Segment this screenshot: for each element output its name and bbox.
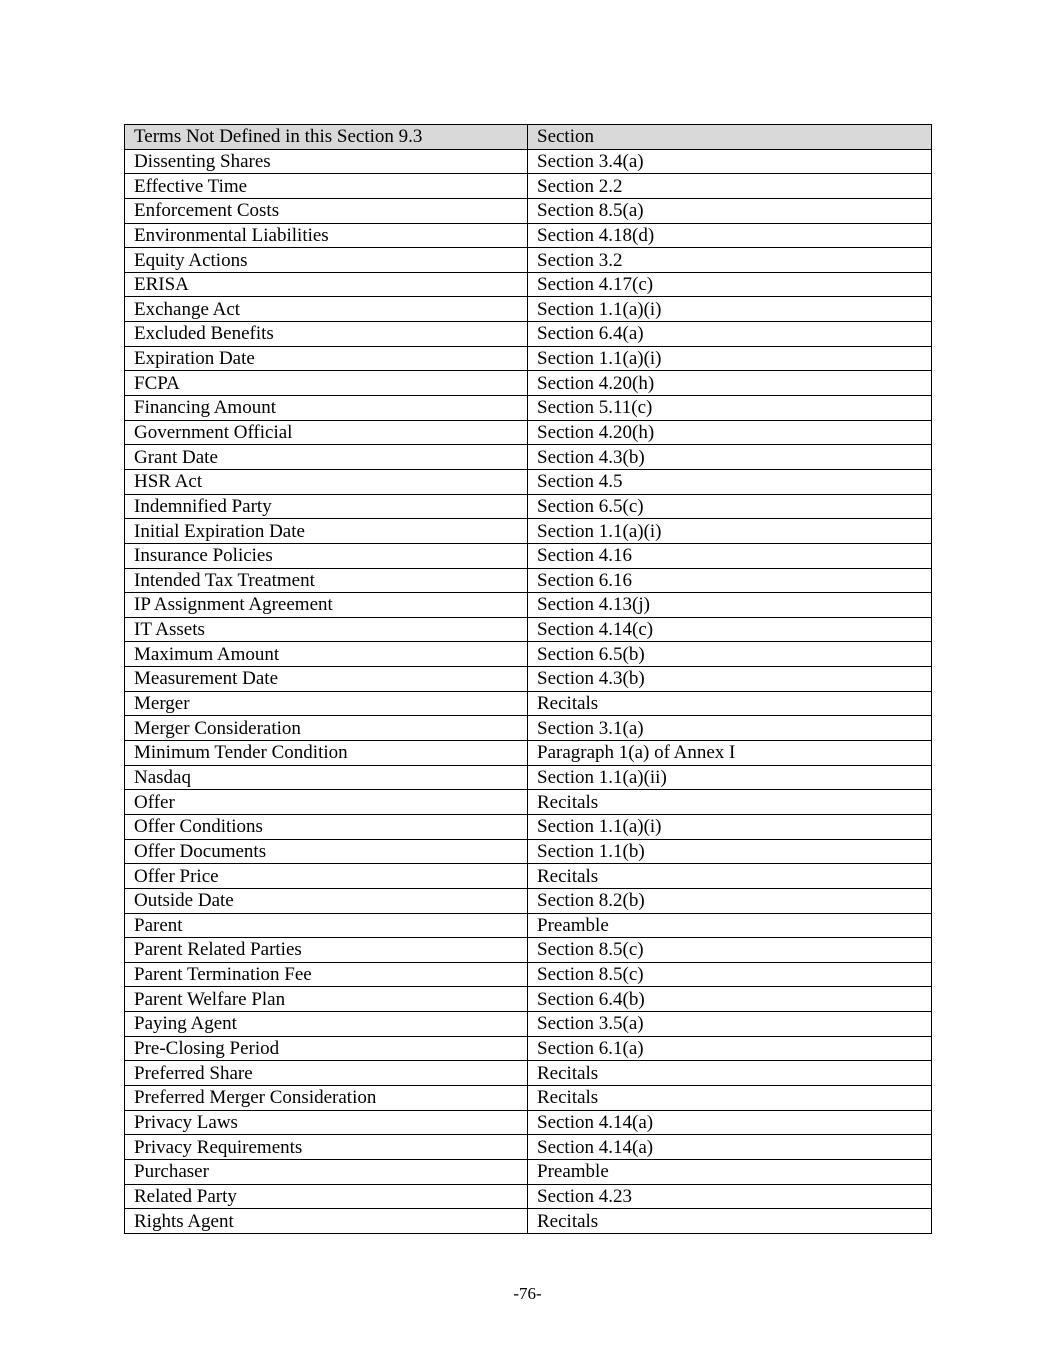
term-cell: Insurance Policies [125,543,528,568]
term-cell: Offer Conditions [125,814,528,839]
term-cell: Rights Agent [125,1209,528,1234]
term-cell: HSR Act [125,469,528,494]
table-row [125,839,932,864]
table-row [125,149,932,174]
term-cell: IP Assignment Agreement [125,593,528,618]
section-cell: Section 3.4(a) [528,149,932,174]
table-row [125,864,932,889]
section-cell: Recitals [528,1061,932,1086]
table-row [125,790,932,815]
section-cell: Recitals [528,1085,932,1110]
term-cell: Purchaser [125,1159,528,1184]
term-cell: Pre-Closing Period [125,1036,528,1061]
section-cell: Section 4.3(b) [528,445,932,470]
term-cell: Dissenting Shares [125,149,528,174]
table-row [125,297,932,322]
section-cell: Paragraph 1(a) of Annex I [528,741,932,766]
table-header-row [125,125,932,150]
table-row [125,1159,932,1184]
section-cell: Section 4.23 [528,1184,932,1209]
section-cell: Section 4.14(a) [528,1110,932,1135]
section-cell: Section 6.5(b) [528,642,932,667]
term-cell: Intended Tax Treatment [125,568,528,593]
section-cell: Section 6.5(c) [528,494,932,519]
term-cell: Parent Welfare Plan [125,987,528,1012]
section-cell: Section 4.20(h) [528,420,932,445]
table-row [125,494,932,519]
section-cell: Section 8.2(b) [528,888,932,913]
section-cell: Recitals [528,1209,932,1234]
section-cell: Section 4.13(j) [528,593,932,618]
table-row [125,519,932,544]
section-cell: Section 1.1(a)(i) [528,346,932,371]
term-cell: Excluded Benefits [125,322,528,347]
table-row [125,346,932,371]
section-cell: Preamble [528,913,932,938]
table-row [125,1061,932,1086]
term-cell: Parent Related Parties [125,938,528,963]
term-cell: Maximum Amount [125,642,528,667]
table-row [125,765,932,790]
section-cell: Section 8.5(c) [528,938,932,963]
section-cell: Section 4.3(b) [528,667,932,692]
section-cell: Section 1.1(b) [528,839,932,864]
table-row [125,568,932,593]
table-row [125,938,932,963]
header-section: Section [528,125,932,150]
table-row [125,962,932,987]
section-cell: Section 4.18(d) [528,223,932,248]
table-row [125,198,932,223]
section-cell: Section 4.14(c) [528,617,932,642]
section-cell: Section 6.16 [528,568,932,593]
section-cell: Section 6.4(b) [528,987,932,1012]
section-cell: Preamble [528,1159,932,1184]
term-cell: ERISA [125,272,528,297]
term-cell: Offer Documents [125,839,528,864]
section-cell: Recitals [528,864,932,889]
table-row [125,716,932,741]
section-cell: Section 3.5(a) [528,1012,932,1037]
section-cell: Section 4.16 [528,543,932,568]
table-row [125,272,932,297]
table-row [125,642,932,667]
term-cell: Offer Price [125,864,528,889]
term-cell: FCPA [125,371,528,396]
term-cell: Privacy Requirements [125,1135,528,1160]
section-cell: Section 8.5(a) [528,198,932,223]
table-row [125,888,932,913]
term-cell: Offer [125,790,528,815]
table-row [125,469,932,494]
section-cell: Recitals [528,790,932,815]
table-row [125,1184,932,1209]
table-row [125,322,932,347]
term-cell: Nasdaq [125,765,528,790]
table-row [125,445,932,470]
section-cell: Section 3.1(a) [528,716,932,741]
section-cell: Section 5.11(c) [528,396,932,421]
table-row [125,1036,932,1061]
term-cell: Effective Time [125,174,528,199]
term-cell: Parent Termination Fee [125,962,528,987]
table-row [125,691,932,716]
term-cell: Parent [125,913,528,938]
table-row [125,396,932,421]
term-cell: Government Official [125,420,528,445]
table-row [125,741,932,766]
section-cell: Section 4.14(a) [528,1135,932,1160]
term-cell: Minimum Tender Condition [125,741,528,766]
term-cell: Preferred Merger Consideration [125,1085,528,1110]
table-row [125,913,932,938]
table-row [125,543,932,568]
section-cell: Section 8.5(c) [528,962,932,987]
term-cell: Merger [125,691,528,716]
table-row [125,1085,932,1110]
section-cell: Section 6.4(a) [528,322,932,347]
section-cell: Section 4.17(c) [528,272,932,297]
term-cell: Paying Agent [125,1012,528,1037]
table-row [125,248,932,273]
term-cell: Environmental Liabilities [125,223,528,248]
term-cell: Equity Actions [125,248,528,273]
section-cell: Section 1.1(a)(i) [528,297,932,322]
table-row [125,987,932,1012]
term-cell: Merger Consideration [125,716,528,741]
term-cell: Outside Date [125,888,528,913]
table-row [125,420,932,445]
term-cell: Financing Amount [125,396,528,421]
section-cell: Section 3.2 [528,248,932,273]
section-cell: Section 1.1(a)(i) [528,519,932,544]
term-cell: Privacy Laws [125,1110,528,1135]
table-row [125,174,932,199]
section-cell: Section 4.5 [528,469,932,494]
table-body [125,149,932,1233]
section-cell: Section 4.20(h) [528,371,932,396]
term-cell: Indemnified Party [125,494,528,519]
table-row [125,371,932,396]
term-cell: Exchange Act [125,297,528,322]
table-row [125,1012,932,1037]
section-cell: Recitals [528,691,932,716]
term-cell: IT Assets [125,617,528,642]
table-row [125,617,932,642]
header-term: Terms Not Defined in this Section 9.3 [125,125,528,150]
term-cell: Preferred Share [125,1061,528,1086]
term-cell: Enforcement Costs [125,198,528,223]
section-cell: Section 2.2 [528,174,932,199]
table-row [125,1209,932,1234]
table-row [125,1110,932,1135]
table-row [125,667,932,692]
table-row [125,1135,932,1160]
table-row [125,814,932,839]
term-cell: Expiration Date [125,346,528,371]
term-cell: Grant Date [125,445,528,470]
section-cell: Section 6.1(a) [528,1036,932,1061]
page-number: -76- [513,1284,542,1303]
term-cell: Related Party [125,1184,528,1209]
section-cell: Section 1.1(a)(ii) [528,765,932,790]
term-cell: Measurement Date [125,667,528,692]
table-row [125,223,932,248]
defined-terms-table [124,124,932,1234]
section-cell: Section 1.1(a)(i) [528,814,932,839]
term-cell: Initial Expiration Date [125,519,528,544]
table-row [125,593,932,618]
